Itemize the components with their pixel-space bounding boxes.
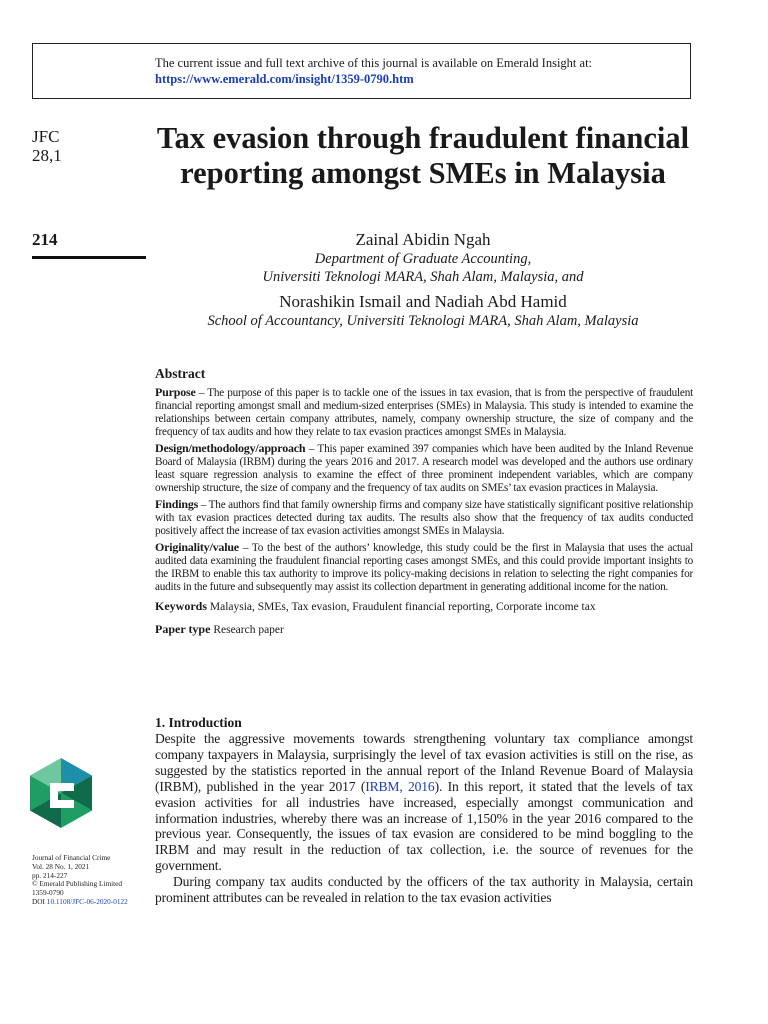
access-notice-box — [32, 43, 691, 99]
keywords-text: Malaysia, SMEs, Tax evasion, Fraudulent financial reporting, Corporate income tax — [207, 601, 596, 613]
abstract-heading: Abstract — [155, 366, 206, 381]
journal-code — [32, 127, 62, 165]
abstract-findings — [155, 498, 693, 538]
body-paragraph — [155, 731, 693, 874]
journal-archive-link[interactable]: https://www.emerald.com/insight/1359-0790.htm — [155, 72, 414, 86]
author-name: Norashikin Ismail and Nadiah Abd Hamid — [279, 292, 567, 311]
section-heading: 1. Introduction — [155, 715, 242, 730]
body-text: Despite the aggressive movements towards strengthening voluntary tax compliance amongst company taxpayers in Malaysia, surprisingly the level of tax evasion activities is still on the rise, as suggested by the statistics reported in the annual report of the Inland Revenue Board of Malaysia (IRBM), published in the year 2017 ( — [155, 731, 693, 794]
journal-name: Journal of Financial Crime — [32, 853, 111, 862]
doi-link[interactable]: 10.1108/JFC-06-2020-0122 — [46, 896, 128, 906]
journal-info-sidebar — [32, 854, 150, 907]
author-block-1 — [155, 229, 691, 286]
volume-info: Vol. 28 No. 1, 2021 — [32, 861, 90, 871]
page-number-rule — [32, 256, 146, 259]
abstract-label: Design/methodology/approach — [155, 441, 306, 455]
emerald-logo-icon — [30, 758, 92, 828]
introduction-section — [155, 714, 693, 906]
volume-issue: 28,1 — [32, 146, 62, 165]
abstract-label: Findings — [155, 497, 199, 511]
author-affiliation: School of Accountancy, Universiti Teknologi MARA, Shah Alam, Malaysia — [207, 313, 639, 329]
abstract-text: – The purpose of this paper is to tackle one of the issues in tax evasion, that is from the perspective of fraudulent financial reporting amongst small and medium-sized enterprises (SMEs) in Malaysia. This study is intended to examine the relationships between certain company attributes, namely, company ownership structure, the size of company and the frequency of tax audits and how they relate to tax evasion practices amongst SMEs in Malaysia. — [155, 387, 693, 438]
abstract-originality — [155, 541, 693, 594]
doi-line — [32, 898, 150, 907]
keywords — [155, 599, 693, 614]
access-notice-text: The current issue and full text archive of this journal is available on Emerald Insight at: — [155, 56, 593, 70]
doi-label: DOI — [32, 896, 47, 906]
body-text: ). In this report, it stated that the levels of tax evasion activities for all industries have increased, especially amongst communication and information industries, whereby there was an increase of 1,150% in the year 2016 compared to the previous year. Consequently, the issues of tax evasion are considered to be mind boggling to the IRBM and may result in the reduction of tax collection, i.e. the source of revenues for the government. — [155, 778, 693, 874]
keywords-label: Keywords — [155, 599, 207, 613]
paper-type-label: Paper type — [155, 622, 211, 636]
abstract-label: Purpose — [155, 385, 196, 399]
abstract-text: – The authors find that family ownership firms and company size have statistically significant positive relationship with tax evasion practices detected during tax audits. The results also show that the frequency of tax audits conducted positively affect the increase of tax evasion activities amongst SMEs in Malaysia. — [155, 499, 693, 537]
paper-type-text: Research paper — [210, 624, 284, 636]
citation-link[interactable]: IRBM, 2016 — [365, 778, 435, 794]
copyright: © Emerald Publishing Limited — [32, 879, 123, 889]
author-affiliation: Universiti Teknologi MARA, Shah Alam, Malaysia, and — [262, 269, 584, 285]
author-affiliation: Department of Graduate Accounting, — [314, 251, 532, 267]
access-notice — [155, 55, 592, 87]
article-title: Tax evasion through fraudulent financial reporting amongst SMEs in Malaysia — [156, 121, 690, 190]
abstract-label: Originality/value — [155, 540, 239, 554]
page-range: pp. 214-227 — [32, 870, 68, 880]
abstract-design — [155, 442, 693, 495]
paper-type — [155, 622, 693, 637]
author-block-2 — [155, 291, 691, 330]
journal-abbrev: JFC — [32, 127, 60, 146]
issn: 1359-0790 — [32, 888, 64, 898]
abstract-text: – To the best of the authors’ knowledge, this study could be the first in Malaysia that uses the actual audited data examining the fraudulent financial reporting cases amongst SMEs, and this could provide important insights to the IRBM to enable this tax authority to improve its policy-making decisions in relation to selecting the right companies for audits in the future and subsequently may assist its collection department in generating additional income for the nation. — [155, 542, 693, 593]
page-number: 214 — [32, 230, 58, 249]
author-name: Zainal Abidin Ngah — [355, 230, 491, 249]
abstract-text: – This paper examined 397 companies which have been audited by the Inland Revenue Board of Malaysia (IRBM) during the years 2016 and 2017. A research model was developed and the authors use ordinary least square regression analysis to examine the effect of three prominent independent variables, which are company ownership structure, the size of company and the frequency of tax audits on SMEs’ tax evasion practices in Malaysia. — [155, 443, 693, 494]
body-paragraph: During company tax audits conducted by the officers of the tax authority in Malaysia, certain prominent attributes can be revealed in relation to the tax evasion activities — [155, 874, 693, 906]
abstract-purpose — [155, 386, 693, 439]
abstract-section — [155, 366, 693, 637]
